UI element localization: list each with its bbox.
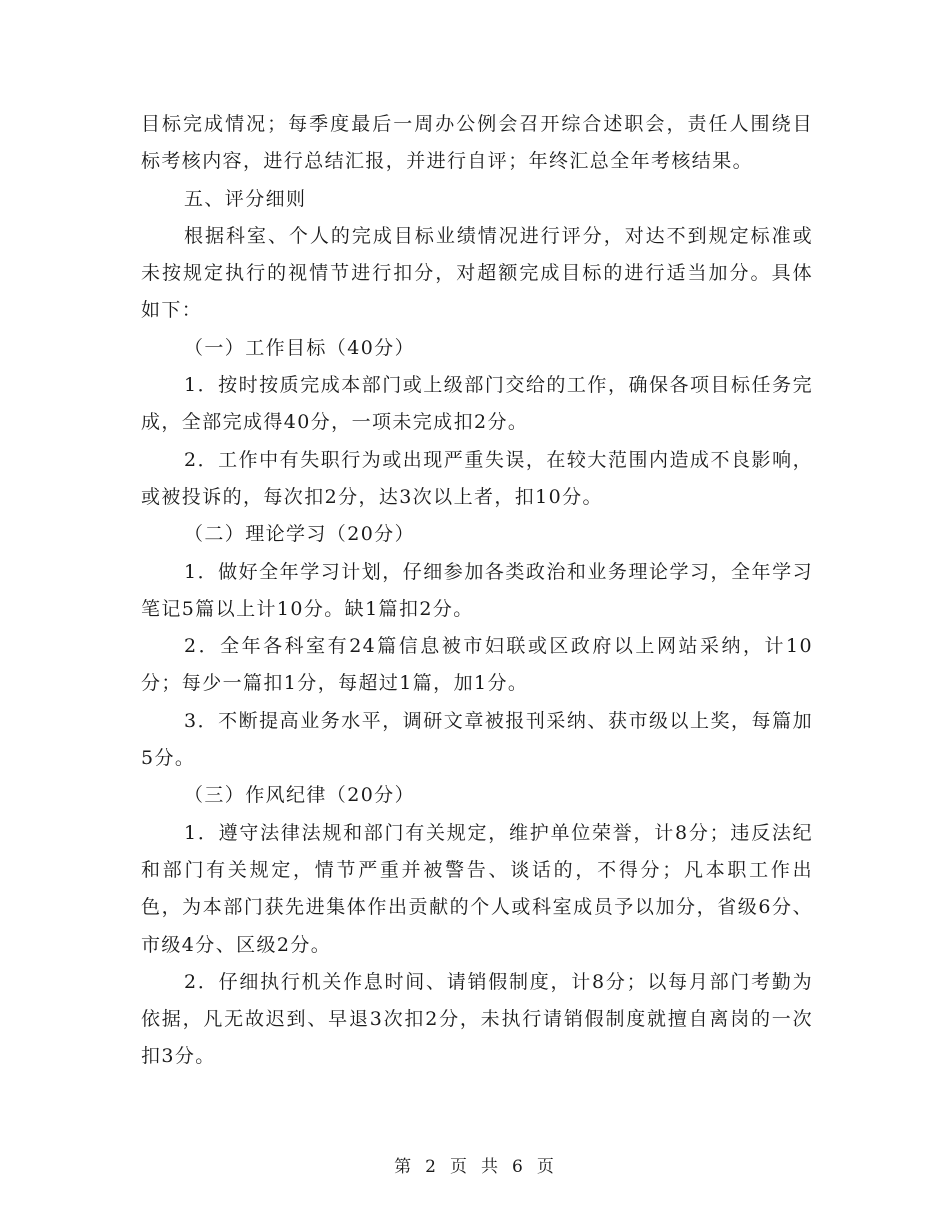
subheading-work-goals: （一）工作目标（40分）: [184, 336, 415, 359]
footer-prefix: 第: [394, 1157, 414, 1177]
footer-total-label: 共: [481, 1157, 500, 1177]
paragraph-item: 2．全年各科室有24篇信息被市妇联或区政府以上网站采纳，计10分；每少一篇扣1分，每超过1篇，加1分。: [141, 635, 813, 695]
subheading-theory-study: （二）理论学习（20分）: [184, 523, 415, 546]
footer-current-page: 2: [425, 1157, 438, 1177]
paragraph-item: 1．遵守法律法规和部门有关规定，维护单位荣誉，计8分；违反法纪和部门有关规定，情节严重并被警告、谈话的，不得分；凡本职工作出色，为本部门获先进集体作出贡献的个人或科室成员予以加分，省级6分、市级4分、区级2分。: [141, 821, 813, 956]
subheading-work-discipline: （三）作风纪律（20分）: [184, 784, 415, 807]
footer-suffix: 页: [536, 1157, 556, 1177]
document-body: [141, 106, 813, 1076]
paragraph-item: 2．工作中有失职行为或出现严重失误，在较大范围内造成不良影响，或被投诉的，每次扣2分，达3次以上者，扣10分。: [141, 448, 813, 508]
section-heading-scoring-rules: 五、评分细则: [184, 187, 307, 210]
paragraph-item: 1．按时按质完成本部门或上级部门交给的工作，确保各项目标任务完成，全部完成得40分，一项未完成扣2分。: [141, 374, 813, 434]
footer-total-pages: 6: [512, 1157, 525, 1177]
page-footer: [0, 1152, 950, 1177]
paragraph-item: 3．不断提高业务水平，调研文章被报刊采纳、获市级以上奖，每篇加5分。: [141, 709, 813, 770]
paragraph-continuation: 目标完成情况；每季度最后一周办公例会召开综合述职会，责任人围绕目标考核内容，进行总结汇报，并进行自评；年终汇总全年考核结果。: [141, 113, 813, 173]
paragraph-item: 1．做好全年学习计划，仔细参加各类政治和业务理论学习，全年学习笔记5篇以上计10分。缺1篇扣2分。: [141, 560, 813, 620]
paragraph-item: 2．仔细执行机关作息时间、请销假制度，计8分；以每月部门考勤为依据，凡无故迟到、早退3次扣2分，未执行请销假制度就擅自离岗的一次扣3分。: [141, 970, 813, 1068]
footer-mid: 页: [450, 1157, 469, 1177]
paragraph-scoring-intro: 根据科室、个人的完成目标业绩情况进行评分，对达不到规定标准或未按规定执行的视情节进行扣分，对超额完成目标的进行适当加分。具体如下：: [141, 224, 813, 322]
